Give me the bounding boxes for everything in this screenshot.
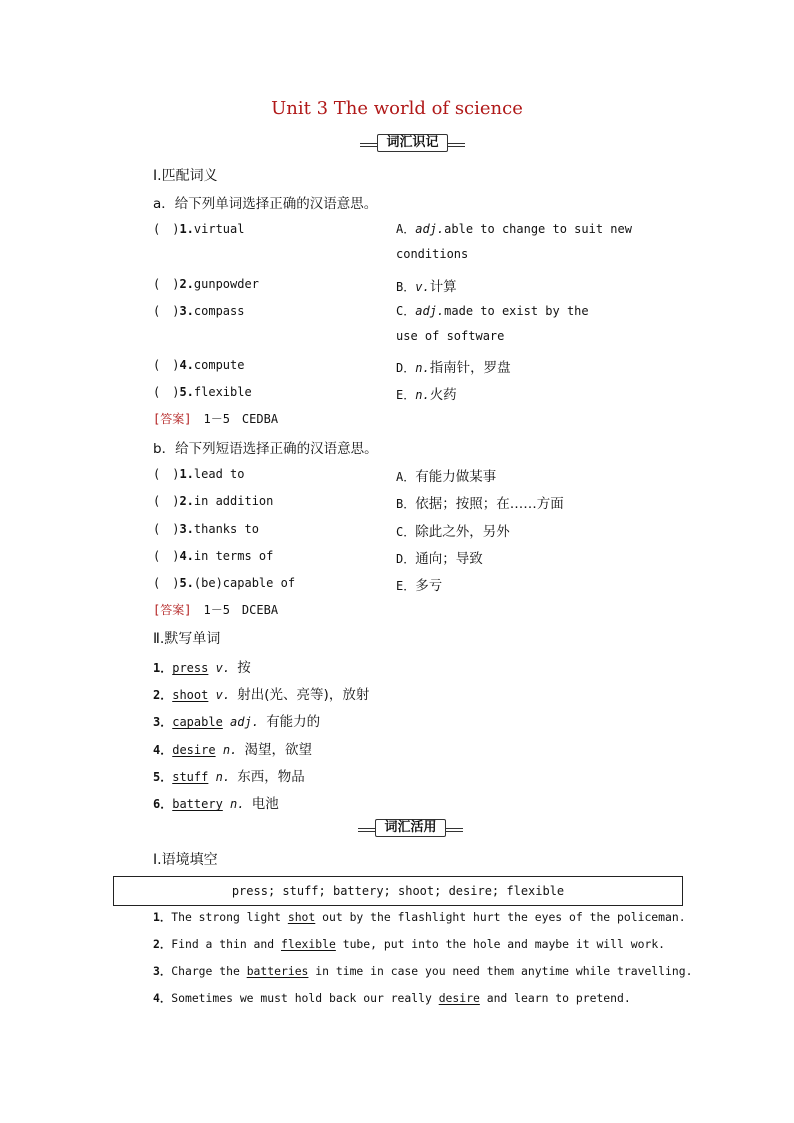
list-item: ( )4.in terms of [153,549,274,563]
option-a-continued: conditions [396,247,469,261]
section-heading-matching: Ⅰ.匹配词义 [153,168,218,184]
list-item: ( )3.compass [153,304,245,318]
section-banner-vocabulary-use [358,819,463,837]
list-item: ( )1.lead to [153,467,245,481]
word-bank-box: press; stuff; battery; shoot; desire; flexible [113,876,683,906]
banner-label: 词汇活用 [375,819,445,837]
option-d: D．通向；导致 [396,551,483,567]
list-item: 6．battery n. 电池 [153,796,279,812]
list-item: 1．press v. 按 [153,660,251,676]
list-item: 4．desire n. 渴望，欲望 [153,742,313,758]
option-d: D．n.指南针，罗盘 [396,360,511,376]
banner-label: 词汇识记 [377,134,447,152]
option-c: C．除此之外，另外 [396,524,510,540]
option-b: B．依据；按照；在……方面 [396,496,564,512]
list-item: 4．Sometimes we must hold back our really desire and learn to pretend. [153,991,631,1005]
list-item: ( )5.flexible [153,385,252,399]
option-c-continued: use of software [396,329,505,343]
answer-b: [答案] 1－5 DCEBA [153,603,279,617]
answer-a: [答案] 1－5 CEDBA [153,412,279,426]
list-item: 1．The strong light shot out by the flashlight hurt the eyes of the policeman. [153,910,686,924]
list-item: 2．Find a thin and flexible tube, put into the hole and maybe it will work. [153,937,666,951]
list-item: 5．stuff n. 东西，物品 [153,769,305,785]
list-item: ( )3.thanks to [153,522,259,536]
list-item: ( )4.compute [153,358,245,372]
page-title: Unit 3 The world of science [271,98,523,119]
option-b: B．v.计算 [396,279,457,295]
instruction-b: b．给下列短语选择正确的汉语意思。 [153,441,378,457]
section-banner-vocabulary-memory [360,134,465,152]
option-a: A．adj.able to change to suit new [396,222,632,236]
section-heading-spelling: Ⅱ.默写单词 [153,631,221,647]
list-item: 3．capable adj. 有能力的 [153,714,321,730]
list-item: 3．Charge the batteries in time in case you need them anytime while travelling. [153,964,693,978]
option-e: E．n.火药 [396,387,457,403]
list-item: ( )1.virtual [153,222,245,236]
list-item: 2．shoot v. 射出(光、亮等)，放射 [153,687,370,703]
list-item: ( )2.in addition [153,494,274,508]
list-item: ( )2.gunpowder [153,277,259,291]
list-item: ( )5.(be)capable of [153,576,296,590]
option-c: C．adj.made to exist by the [396,304,589,318]
section-heading-context-fill: Ⅰ.语境填空 [153,852,218,868]
instruction-a: a．给下列单词选择正确的汉语意思。 [153,196,378,212]
option-e: E．多亏 [396,578,443,594]
option-a: A．有能力做某事 [396,469,497,485]
